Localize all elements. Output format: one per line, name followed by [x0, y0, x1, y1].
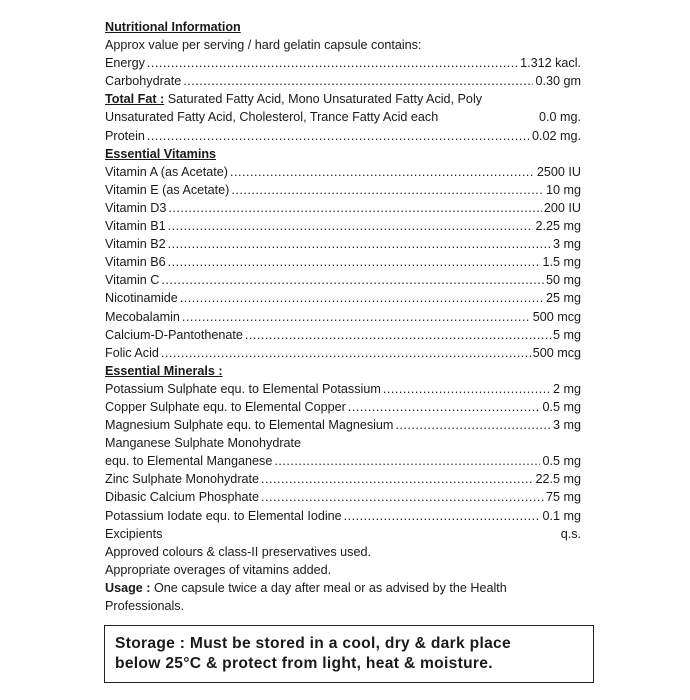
vitamin-row [105, 289, 581, 307]
mineral-name: Zinc Sulphate Monohydrate [105, 472, 260, 487]
mineral-value: 3 mg [553, 418, 581, 433]
leader-dots [161, 344, 531, 362]
leader-dots [245, 326, 551, 344]
vitamin-row [105, 344, 581, 362]
leader-dots [161, 271, 544, 289]
leader-dots [261, 488, 544, 506]
vitamin-name: Folic Acid [105, 345, 159, 360]
vitamin-row [105, 326, 581, 344]
vitamin-value: 500 mcg [532, 345, 581, 360]
colours-note: Approved colours & class-II preservatives used. [105, 544, 371, 559]
vitamin-row [105, 271, 581, 289]
vitamin-name: Vitamin D3 [105, 200, 167, 215]
excipients-value: q.s. [560, 526, 581, 541]
vitamin-value: 2.25 mg [535, 219, 581, 234]
vitamin-name: Vitamin B2 [105, 237, 166, 252]
storage-box [104, 625, 594, 683]
leader-dots [348, 398, 541, 416]
leader-dots [395, 416, 551, 434]
nutrition-title: Nutritional Information [105, 20, 241, 34]
mineral-name: Dibasic Calcium Phosphate [105, 490, 259, 505]
protein-row [105, 127, 581, 145]
vitamin-value: 10 mg [545, 182, 581, 197]
minerals-title: Essential Minerals : [105, 363, 223, 378]
vitamin-value: 500 mcg [532, 309, 581, 324]
leader-dots [344, 507, 541, 525]
mineral-row [105, 470, 581, 488]
vitamin-name: Vitamin E (as Acetate) [105, 182, 230, 197]
total-fat-text: Saturated Fatty Acid, Mono Unsaturated Fatty Acid, Poly [164, 92, 483, 107]
leader-dots [147, 127, 530, 145]
mineral-value: 22.5 mg [535, 472, 581, 487]
leader-dots [261, 470, 533, 488]
leader-dots [182, 308, 531, 326]
vitamin-value: 25 mg [545, 291, 581, 306]
mineral-name: Magnesium Sulphate equ. to Elemental Magnesium [105, 418, 394, 433]
mineral-row [105, 380, 581, 398]
mineral-name: Copper Sulphate equ. to Elemental Copper [105, 399, 346, 414]
mineral-row [105, 452, 581, 470]
vitamin-name: Vitamin A (as Acetate) [105, 164, 228, 179]
vitamins-title: Essential Vitamins [105, 146, 217, 161]
vitamin-row [105, 199, 581, 217]
nutrition-label [105, 18, 581, 615]
leader-dots [274, 452, 540, 470]
mineral-row [105, 416, 581, 434]
mineral-value: 75 mg [545, 490, 581, 505]
storage-line-2: below 25°C & protect from light, heat & moisture. [115, 655, 493, 672]
total-fat-value: 0.0 mg. [539, 110, 581, 125]
vitamin-name: Nicotinamide [105, 291, 178, 306]
vitamin-value: 2500 IU [536, 164, 581, 179]
vitamin-value: 5 mg [553, 327, 581, 342]
usage-label: Usage : [105, 580, 151, 595]
vitamin-row [105, 181, 581, 199]
leader-dots [147, 54, 518, 72]
mineral-name: Potassium Iodate equ. to Elemental Iodine [105, 508, 342, 523]
vitamin-value: 3 mg [553, 237, 581, 252]
mineral-name: equ. to Elemental Manganese [105, 454, 273, 469]
manganese-line-1: Manganese Sulphate Monohydrate [105, 436, 302, 451]
mineral-value: 0.5 mg [542, 454, 581, 469]
total-fat-label: Total Fat : [105, 92, 165, 107]
mineral-value: 0.1 mg [542, 508, 581, 523]
mineral-name: Potassium Sulphate equ. to Elemental Potassium [105, 381, 381, 396]
mineral-value: 2 mg [553, 381, 581, 396]
nutrient-value: 0.30 gm [535, 74, 581, 89]
vitamin-list [105, 163, 581, 362]
mineral-row [105, 488, 581, 506]
excipients-name: Excipients [105, 526, 163, 541]
nutrient-value: 1.312 kacl. [520, 56, 581, 71]
energy-row [105, 54, 581, 72]
leader-dots [231, 181, 544, 199]
nutrient-name: Protein [105, 128, 145, 143]
vitamin-value: 1.5 mg [542, 255, 581, 270]
excipients-row [105, 525, 581, 543]
leader-dots [383, 380, 551, 398]
leader-dots [180, 289, 544, 307]
vitamin-name: Mecobalamin [105, 309, 180, 324]
nutrition-intro: Approx value per serving / hard gelatin capsule contains: [105, 38, 422, 53]
usage-text: One capsule twice a day after meal or as advised by the Health Professionals. [105, 580, 507, 613]
usage-note [105, 579, 581, 615]
leader-dots [168, 235, 551, 253]
vitamin-value: 200 IU [543, 200, 581, 215]
mineral-value: 0.5 mg [542, 399, 581, 414]
carbohydrate-row [105, 72, 581, 90]
vitamin-row [105, 235, 581, 253]
leader-dots [168, 253, 541, 271]
mineral-row [105, 507, 581, 525]
vitamin-value: 50 mg [545, 273, 581, 288]
total-fat-text-2: Unsaturated Fatty Acid, Cholesterol, Trance Fatty Acid each [105, 110, 439, 125]
vitamin-row [105, 217, 581, 235]
leader-dots [183, 72, 533, 90]
vitamin-row [105, 308, 581, 326]
nutrient-name: Energy [105, 56, 145, 71]
total-fat-line-2 [105, 108, 581, 126]
leader-dots [230, 163, 535, 181]
vitamin-row [105, 163, 581, 181]
vitamin-name: Vitamin B6 [105, 255, 166, 270]
nutrient-value: 0.02 mg. [531, 128, 581, 143]
leader-dots [168, 199, 542, 217]
vitamin-row [105, 253, 581, 271]
storage-line-1: Storage : Must be stored in a cool, dry & dark place [115, 635, 512, 652]
leader-dots [168, 217, 534, 235]
mineral-row [105, 398, 581, 416]
total-fat-line-1 [105, 90, 581, 108]
vitamin-name: Vitamin B1 [105, 219, 166, 234]
vitamin-name: Vitamin C [105, 273, 160, 288]
overages-note: Appropriate overages of vitamins added. [105, 562, 332, 577]
vitamin-name: Calcium-D-Pantothenate [105, 327, 243, 342]
nutrient-name: Carbohydrate [105, 74, 182, 89]
